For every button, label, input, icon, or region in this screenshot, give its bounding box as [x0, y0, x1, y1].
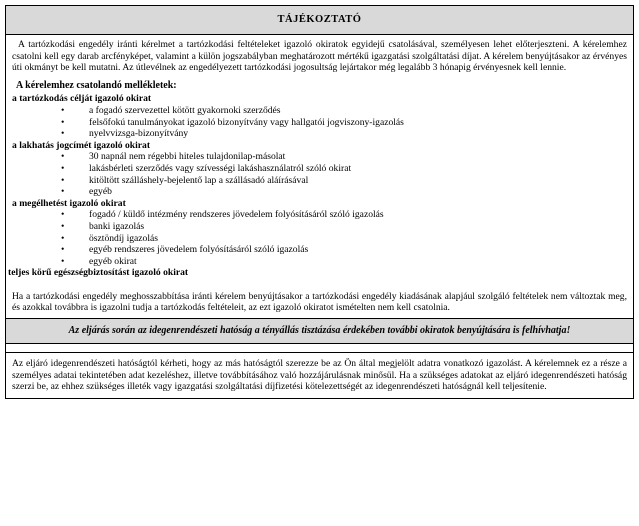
- list-item: • nyelvvizsga-bizonyítvány: [61, 128, 633, 140]
- attachment-list: [6, 151, 633, 197]
- attachment-group-purpose: [6, 93, 633, 139]
- list-item: • ösztöndíj igazolás: [61, 233, 633, 245]
- attachment-group-subsistence: [6, 198, 633, 268]
- list-item: • a fogadó szervezettel kötött gyakornoki szerződés: [61, 105, 633, 117]
- list-item: • fogadó / küldő intézmény rendszeres jövedelem folyósításáról szóló igazolás: [61, 209, 633, 221]
- list-item: • egyéb okirat: [61, 256, 633, 268]
- info-document: [5, 5, 634, 399]
- list-item: • kitöltött szálláshely-bejelentő lap a szállásadó aláírásával: [61, 175, 633, 187]
- group-title: a megélhetést igazoló okirat: [12, 197, 126, 209]
- attachment-group-housing: [6, 140, 633, 198]
- renewal-paragraph: Ha a tartózkodási engedély meghosszabbítása iránti kérelem benyújtásakor a tartózkodási engedély kiadásának alapjául szolgáló feltételek nem változtak meg, és azokkal továbbra is igazolni tudja a tartózkodás feltételeit, az ezt igazoló okiratot ismételten nem kell csatolnia.: [12, 290, 627, 314]
- health-insurance-title: teljes körű egészségbiztosítást igazoló okirat: [8, 267, 189, 279]
- intro-paragraph: A tartózkodási engedély iránti kérelmet a tartózkodási feltételeket igazoló okiratok egyidejű csatolásával, személyesen lehet előterjeszteni. A kérelemhez csatolni kell egy darab arcfényképet, valamint a külön jogszabályban meghatározott mértékű igazgatási szolgáltatási díjat. A kérelem benyújtásakor az érvényes úti okmányt be kell mutatni. Az útlevélnek az engedélyezett tartózkodási jogosultság lejártakor még legalább 3 hónapig érvényesnek kell lennie.: [12, 39, 627, 74]
- spacer: [6, 344, 633, 352]
- attachment-list: [6, 105, 633, 140]
- group-title: a tartózkodás célját igazoló okirat: [12, 93, 152, 105]
- info-paragraph: Az eljáró idegenrendészeti hatóságtól kérheti, hogy az más hatóságtól szerezze be az Ön által megjelölt adatra vonatkozó igazolást. A kérelemnek ez a része a személyes adatai tekintetében adat kezeléshez, illetve továbbításához való hozzájárulásnak minősül. Ha a szükséges adatokat az eljáró idegenrendészeti hatóság szerzi be, az ehhez szükséges illeték vagy igazgatási szolgáltatási díjfizetési kötelezettségét az idegenrendészeti hatóságnál kell teljesítenie.: [6, 352, 633, 398]
- notice-banner: Az eljárás során az idegenrendészeti hatóság a tényállás tisztázása érdekében további okiratok benyújtására is felhívhatja!: [6, 318, 633, 344]
- list-item: • banki igazolás: [61, 221, 633, 233]
- attachments-heading: A kérelemhez csatolandó mellékletek:: [16, 79, 177, 91]
- document-title: TÁJÉKOZTATÓ: [6, 6, 633, 35]
- list-item: • 30 napnál nem régebbi hiteles tulajdonilap-másolat: [61, 151, 633, 163]
- list-item: • egyéb: [61, 186, 633, 198]
- list-item: • egyéb rendszeres jövedelem folyósításáról szóló igazolás: [61, 244, 633, 256]
- list-item: • felsőfokú tanulmányokat igazoló bizonyítvány vagy hallgatói jogviszony-igazolás: [61, 117, 633, 129]
- group-title: a lakhatás jogcímét igazoló okirat: [12, 139, 151, 151]
- attachment-list: [6, 209, 633, 267]
- list-item: • lakásbérleti szerződés vagy szívességi lakáshasználatról szóló okirat: [61, 163, 633, 175]
